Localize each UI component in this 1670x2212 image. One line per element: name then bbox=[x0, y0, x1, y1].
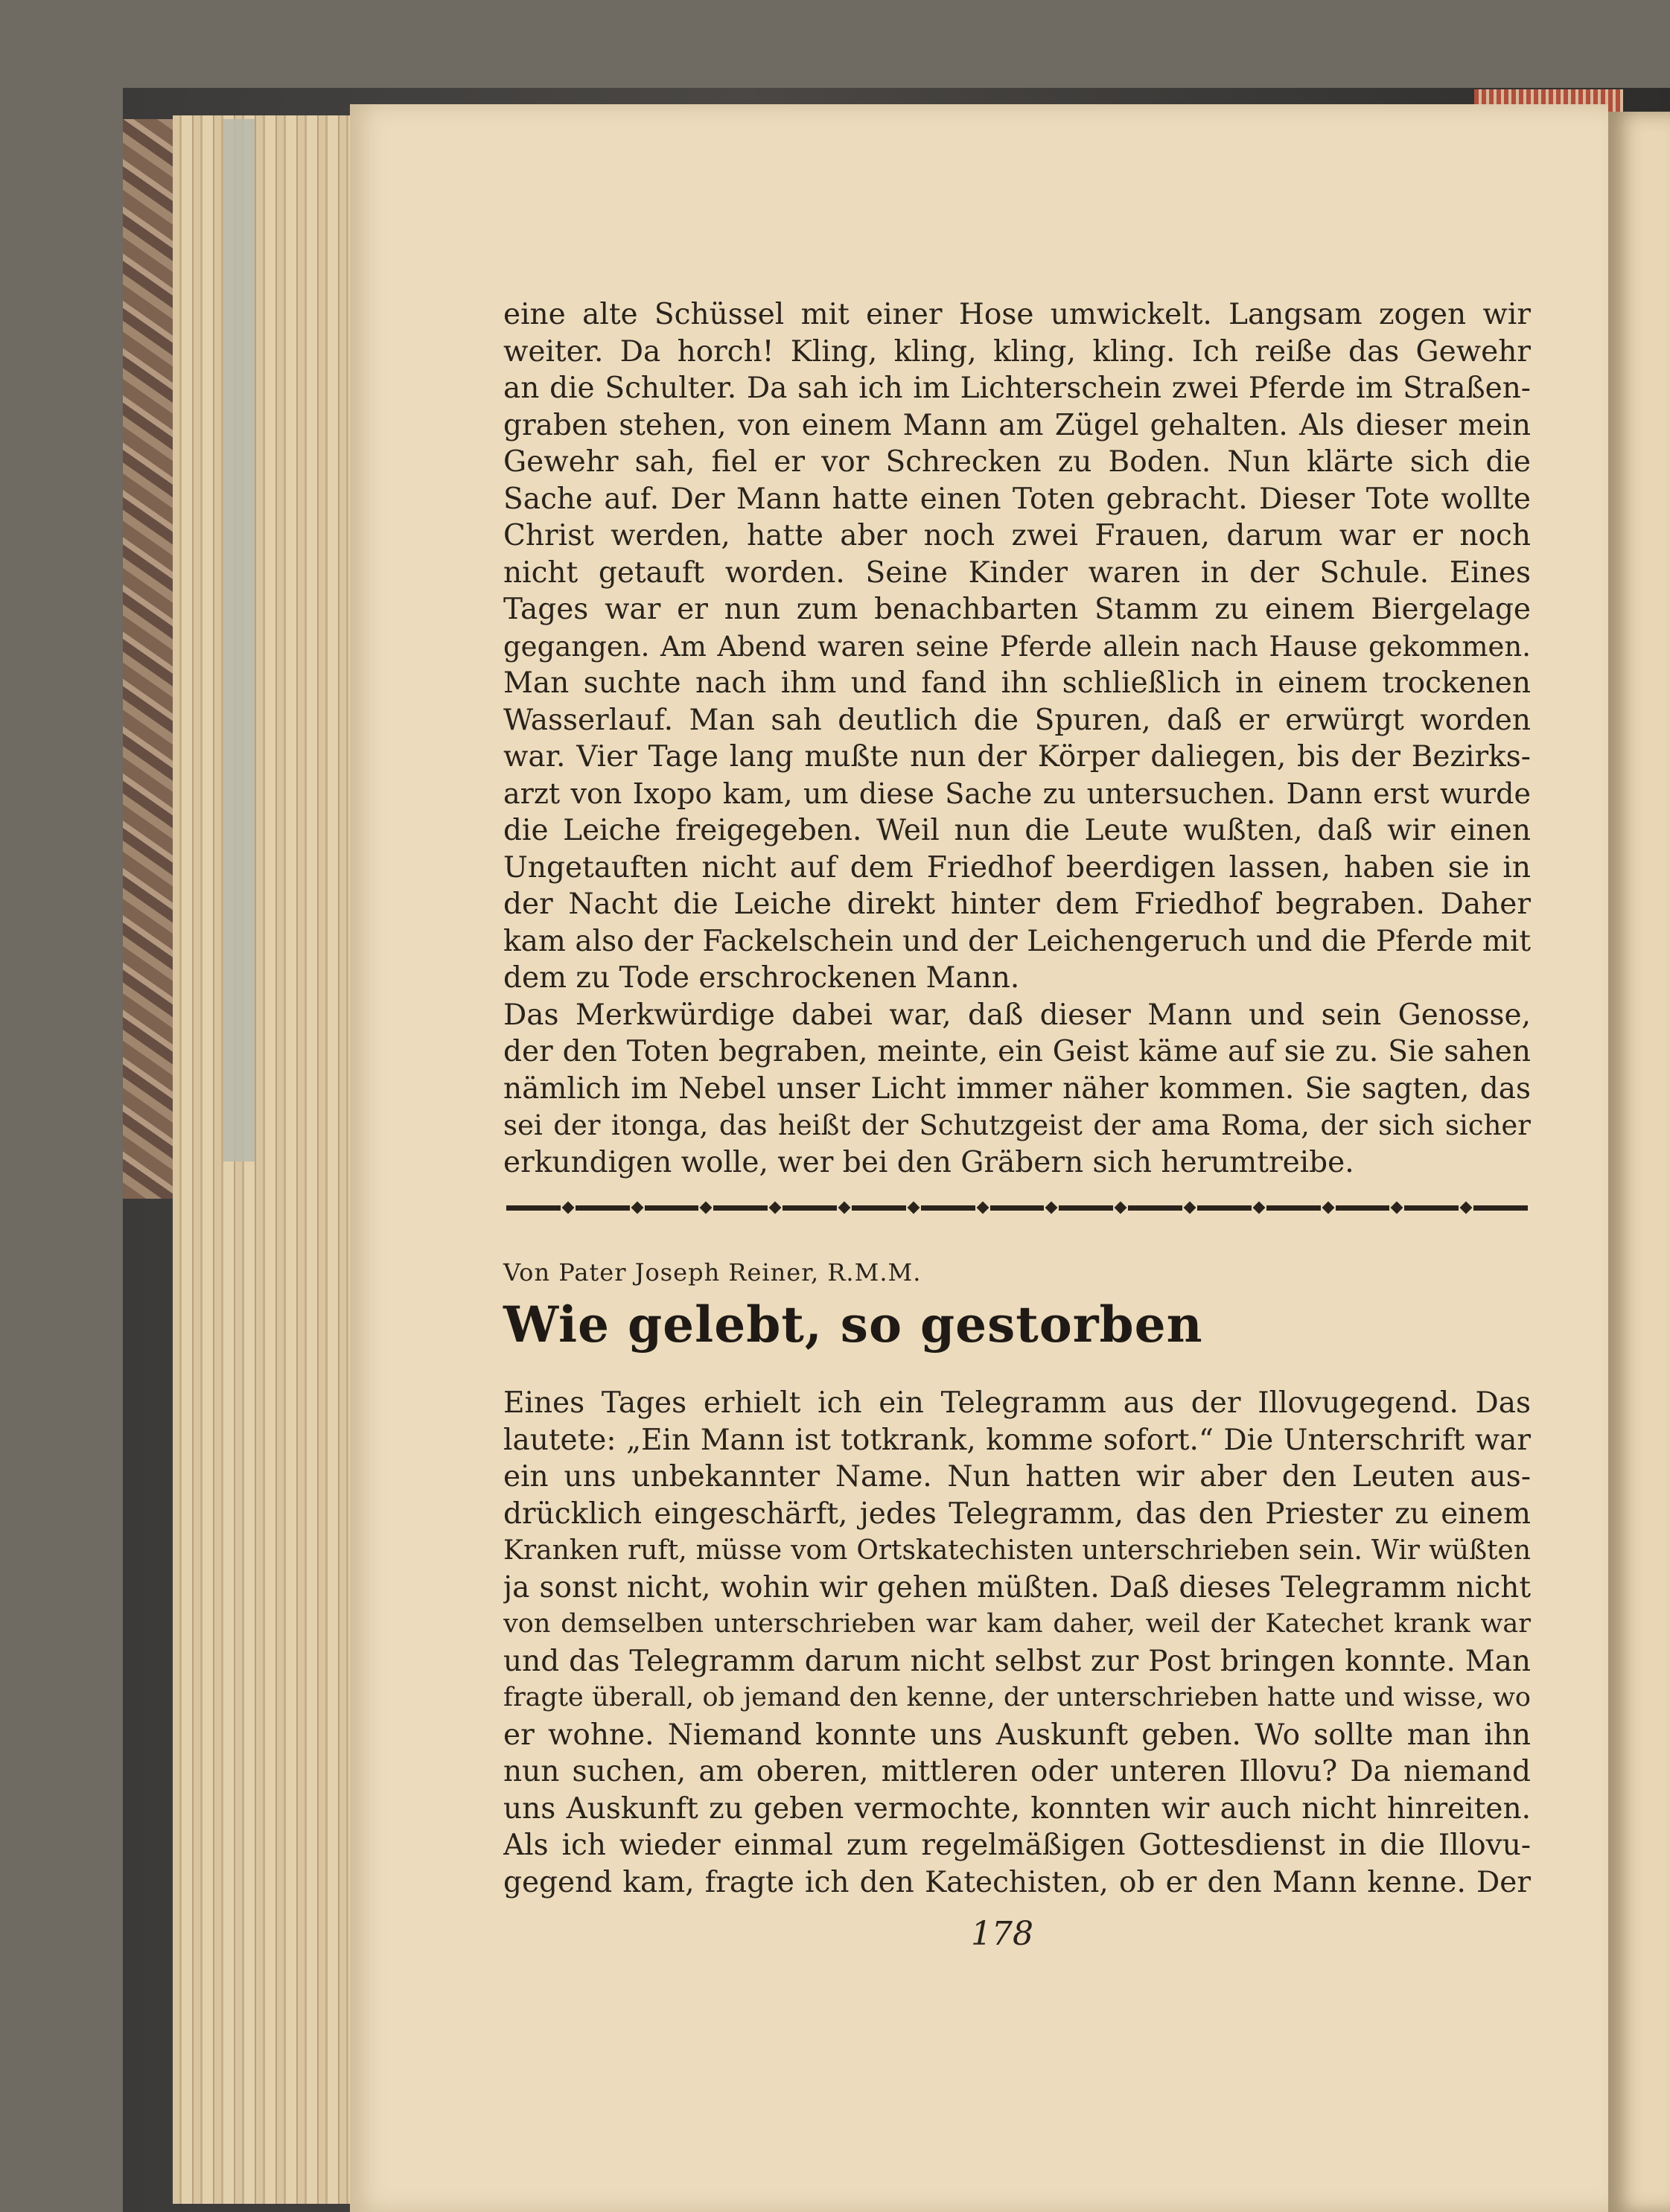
text-line: nämlich im Nebel unser Licht immer näher kommen. Sie sagten, das bbox=[503, 1071, 1531, 1106]
text-line: kam also der Fackelschein und der Leichengeruch und die Pferde mit bbox=[503, 924, 1531, 958]
text-line: graben stehen, von einem Mann am Zügel gehalten. Als dieser mein bbox=[503, 408, 1531, 442]
text-line: nicht getauft worden. Seine Kinder waren in der Schule. Eines bbox=[503, 555, 1531, 590]
text-line: von demselben unterschrieben war kam daher, weil der Katechet krank war bbox=[503, 1609, 1531, 1639]
text-line: Sache auf. Der Mann hatte einen Toten gebracht. Dieser Tote wollte bbox=[503, 482, 1531, 516]
text-line: uns Auskunft zu geben vermochte, konnten wir auch nicht hinreiten. bbox=[503, 1791, 1531, 1826]
text-line: Das Merkwürdige dabei war, daß dieser Mann und sein Genosse, bbox=[503, 998, 1531, 1032]
text-line: eine alte Schüssel mit einer Hose umwickelt. Langsam zogen wir bbox=[503, 298, 1531, 331]
text-line: der Nacht die Leiche direkt hinter dem Friedhof begraben. Daher bbox=[503, 887, 1531, 921]
text-line: lautete: „Ein Mann ist totkrank, komme sofort.“ Die Unterschrift war bbox=[503, 1423, 1531, 1457]
text-line: arzt von Ixopo kam, um diese Sache zu untersuchen. Dann erst wurde bbox=[503, 777, 1531, 810]
author-byline: Von Pater Joseph Reiner, R.M.M. bbox=[503, 1258, 922, 1287]
text-line: drücklich eingeschärft, jedes Telegramm, das den Priester zu einem bbox=[503, 1497, 1531, 1531]
text-line: dem zu Tode erschrockenen Mann. bbox=[503, 961, 1020, 995]
marbled-binding bbox=[123, 119, 175, 1199]
text-line: war. Vier Tage lang mußte nun der Körper daliegen, bis der Bezirks- bbox=[503, 740, 1531, 774]
text-line: der den Toten begraben, meinte, ein Geist käme auf sie zu. Sie sahen bbox=[503, 1035, 1531, 1068]
page-number: 178 bbox=[971, 1915, 1033, 1953]
text-line: Kranken ruft, müsse vom Ortskatechisten unterschrieben sein. Wir wüßten bbox=[503, 1535, 1531, 1566]
page-edge-tint bbox=[223, 119, 255, 1161]
text-line: Wasserlauf. Man sah deutlich die Spuren, daß er erwürgt worden bbox=[503, 703, 1531, 737]
text-line: ein uns unbekannter Name. Nun hatten wir aber den Leuten aus- bbox=[503, 1460, 1531, 1494]
top-paragraph bbox=[503, 296, 1531, 1181]
text-line: gegend kam, fragte ich den Katechisten, ob er den Mann kenne. Der bbox=[503, 1865, 1531, 1899]
text-line: Eines Tages erhielt ich ein Telegramm aus der Illovugegend. Das bbox=[503, 1386, 1531, 1420]
text-line: und das Telegramm darum nicht selbst zur Post bringen konnte. Man bbox=[503, 1644, 1531, 1678]
text-line: Tages war er nun zum benachbarten Stamm zu einem Biergelage bbox=[503, 593, 1531, 626]
ornamental-divider bbox=[503, 1202, 1531, 1213]
text-line: ja sonst nicht, wohin wir gehen müßten. Daß dieses Telegramm nicht bbox=[503, 1570, 1531, 1604]
text-line: Man suchte nach ihm und fand ihn schließlich in einem trockenen bbox=[503, 666, 1531, 700]
text-line: Ungetauften nicht auf dem Friedhof beerdigen lassen, haben sie in bbox=[503, 850, 1531, 885]
text-line: weiter. Da horch! Kling, kling, kling, kling. Ich reiße das Gewehr bbox=[503, 334, 1531, 369]
text-line: Christ werden, hatte aber noch zwei Frauen, darum war er noch bbox=[503, 519, 1531, 552]
facing-page-edge bbox=[1608, 112, 1670, 2212]
text-line: an die Schulter. Da sah ich im Lichterschein zwei Pferde im Straßen- bbox=[503, 372, 1531, 405]
text-line: die Leiche freigegeben. Weil nun die Leute wußten, daß wir einen bbox=[503, 814, 1531, 847]
text-line: erkundigen wolle, wer bei den Gräbern sich herumtreibe. bbox=[503, 1145, 1354, 1179]
text-line: gegangen. Am Abend waren seine Pferde allein nach Hause gekommen. bbox=[503, 630, 1531, 663]
text-line: Als ich wieder einmal zum regelmäßigen Gottesdienst in die Illovu- bbox=[503, 1829, 1531, 1862]
text-line: Gewehr sah, fiel er vor Schrecken zu Boden. Nun klärte sich die bbox=[503, 445, 1531, 479]
article-title: Wie gelebt, so gestorben bbox=[503, 1295, 1203, 1354]
page-edges bbox=[173, 115, 359, 2204]
text-line: sei der itonga, das heißt der Schutzgeist der ama Roma, der sich sicher bbox=[503, 1109, 1531, 1141]
text-line: er wohne. Niemand konnte uns Auskunft geben. Wo sollte man ihn bbox=[503, 1718, 1531, 1752]
text-line: nun suchen, am oberen, mittleren oder unteren Illovu? Da niemand bbox=[503, 1755, 1531, 1788]
article-body bbox=[503, 1385, 1531, 1901]
text-line: fragte überall, ob jemand den kenne, der unterschrieben hatte und wisse, wo bbox=[503, 1683, 1531, 1712]
